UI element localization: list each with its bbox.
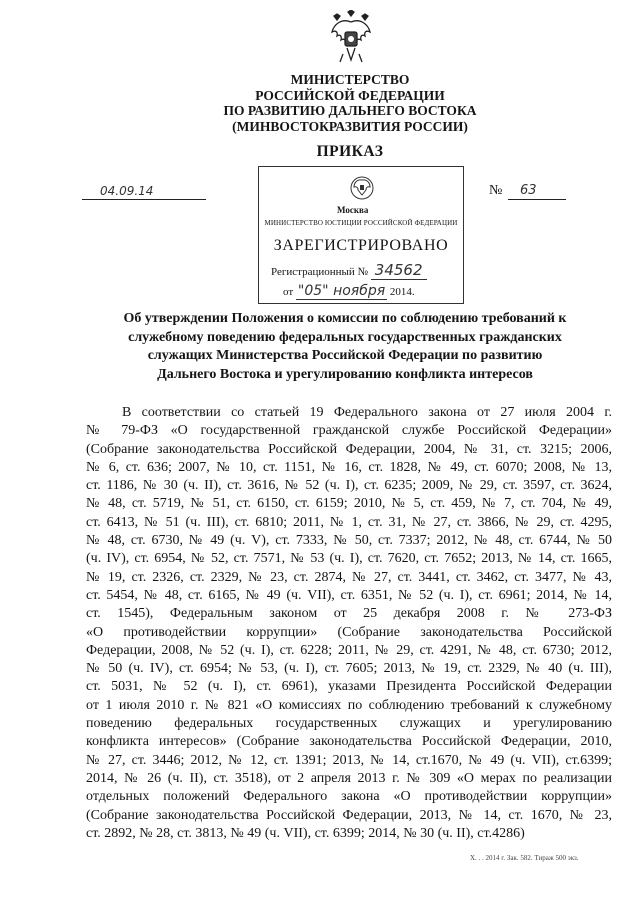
order-number-sign: № — [489, 183, 503, 198]
order-number: 63 — [508, 184, 566, 200]
body-line: (ч. IV), ст. 6954, № 52, ст. 7571, № 53 (ч. I), ст. 7620, ст. 7652; 2013, № 14, ст. 1665, — [86, 551, 612, 567]
subject-line: служащих Министерства Российской Федерации по развитию — [147, 348, 543, 363]
stamp-registration-number — [271, 261, 427, 279]
subject-line: Об утверждении Положения о комиссии по соблюдению требований к — [123, 311, 567, 326]
order-date: 04.09.14 — [82, 184, 206, 200]
ministry-line: МИНИСТЕРСТВО — [290, 72, 410, 87]
body-line: ст. 5031, № 52 (ч. I), ст. 6961), указами Президента Российской Федерации — [86, 679, 612, 695]
ministry-line: ПО РАЗВИТИЮ ДАЛЬНЕГО ВОСТОКА — [223, 103, 477, 118]
body-line: Федерации, 2008, № 52 (ч. I), ст. 6228; 2011, № 29, ст. 4291, № 48, ст. 6730; 2012, — [86, 642, 612, 658]
order-title: ПРИКАЗ — [316, 143, 384, 160]
body-line: (Собрание законодательства Российской Федерации, 2013, № 14, ст. 1670, № 23, — [86, 807, 612, 823]
body-line: № 27, ст. 3446; 2012, № 12, ст. 1391; 2013, № 14, ст.1670, № 49 (ч. VII), ст.6399; — [86, 752, 612, 768]
body-text — [86, 404, 612, 843]
ministry-line: (МИНВОСТОКРАЗВИТИЯ РОССИИ) — [232, 118, 468, 134]
body-line: ст. 2892, № 28, ст. 3813, № 49 (ч. VII), ст. 6399; 2014, № 30 (ч. II), ст.4286) — [86, 825, 525, 841]
stamp-city: Москва — [337, 205, 369, 215]
stamp-date-handwritten: "05" ноября — [297, 283, 386, 299]
body-line: «О противодействии коррупции» (Собрание законодательства Российской — [86, 624, 612, 640]
registration-stamp — [258, 166, 464, 304]
body-line: ст. 1545), Федеральным законом от 25 декабря 2008 г. № 273-ФЗ — [86, 606, 612, 622]
body-line: отдельных положений Федерального закона «О противодействии коррупции» — [86, 789, 612, 805]
body-line: поведению федеральных государственных служащих и урегулированию — [86, 716, 612, 732]
coat-of-arms-icon — [328, 10, 374, 66]
stamp-date — [283, 283, 415, 299]
body-line: конфликта интересов» (Собрание законодательства Российской Федерации, 2010, — [86, 734, 612, 750]
body-line: № 48, ст. 6730, № 49 (ч. V), ст. 7333, № 50, ст. 7337; 2012, № 48, ст. 6744, № 50 — [86, 533, 612, 549]
stamp-reg-number: 34562 — [371, 261, 427, 280]
body-line: № 79-ФЗ «О государственной гражданской службе Российской Федерации» — [86, 423, 612, 439]
subject-line: Дальнего Востока и урегулированию конфликта интересов — [157, 366, 533, 382]
body-line: (Собрание законодательства Российской Федерации, 2004, № 31, ст. 3215; 2006, — [86, 441, 612, 457]
body-line: № 19, ст. 2326, ст. 2329, № 23, ст. 2874, № 27, ст. 3441, ст. 3462, ст. 3477, № 43, — [86, 569, 612, 585]
stamp-emblem-icon — [349, 175, 375, 201]
subject-line: служебному поведению федеральных государственных гражданских — [128, 329, 562, 345]
stamp-date-prefix: от — [283, 286, 294, 298]
body-line: ст. 6413, № 51 (ч. III), ст. 6810; 2011, № 1, ст. 31, № 27, ст. 3866, № 29, ст. 4295, — [86, 514, 612, 530]
body-line: № 50 (ч. IV), ст. 6954; № 53, (ч. I), ст. 7605; 2013, № 19, ст. 2329, № 40 (ч. III), — [86, 661, 612, 677]
body-line: ст. 5454, № 48, ст. 6165, № 49 (ч. VII), ст. 6351, № 52 (ч. I), ст. 6961; 2014, № 14, — [86, 587, 612, 603]
order-subject — [80, 310, 610, 384]
body-line: В соответствии со статьей 19 Федерального закона от 27 июля 2004 г. — [122, 405, 612, 420]
print-footer: Х. . . 2014 г. Зак. 582. Тираж 500 экз. — [470, 854, 579, 862]
stamp-date-year: 2014. — [389, 286, 415, 298]
stamp-ministry: МИНИСТЕРСТВО ЮСТИЦИИ РОССИЙСКОЙ ФЕДЕРАЦИИ — [264, 219, 458, 227]
ministry-name — [150, 72, 550, 134]
body-line: № 6, ст. 636; 2007, № 10, ст. 1151, № 16, ст. 1828, № 49, ст. 6070; 2008, № 13, — [86, 459, 612, 475]
ministry-line: РОССИЙСКОЙ ФЕДЕРАЦИИ — [255, 87, 445, 103]
body-line: 2014, № 26 (ч. II), ст. 3518), от 2 апреля 2013 г. № 309 «О мерах по реализации — [86, 770, 612, 786]
stamp-reg-label: Регистрационный № — [271, 266, 369, 278]
body-line: № 48, ст. 5719, № 51, ст. 6150, ст. 6159; 2010, № 5, ст. 459, № 7, ст. 704, № 49, — [86, 496, 612, 512]
stamp-registered: ЗАРЕГИСТРИРОВАНО — [273, 237, 449, 254]
body-line: от 1 июля 2010 г. № 821 «О комиссиях по соблюдению требований к служебному — [86, 697, 612, 713]
body-line: ст. 1186, № 30 (ч. II), ст. 3616, № 52 (ч. I), ст. 6235; 2009, № 29, ст. 3597, ст. 3624, — [86, 478, 612, 494]
